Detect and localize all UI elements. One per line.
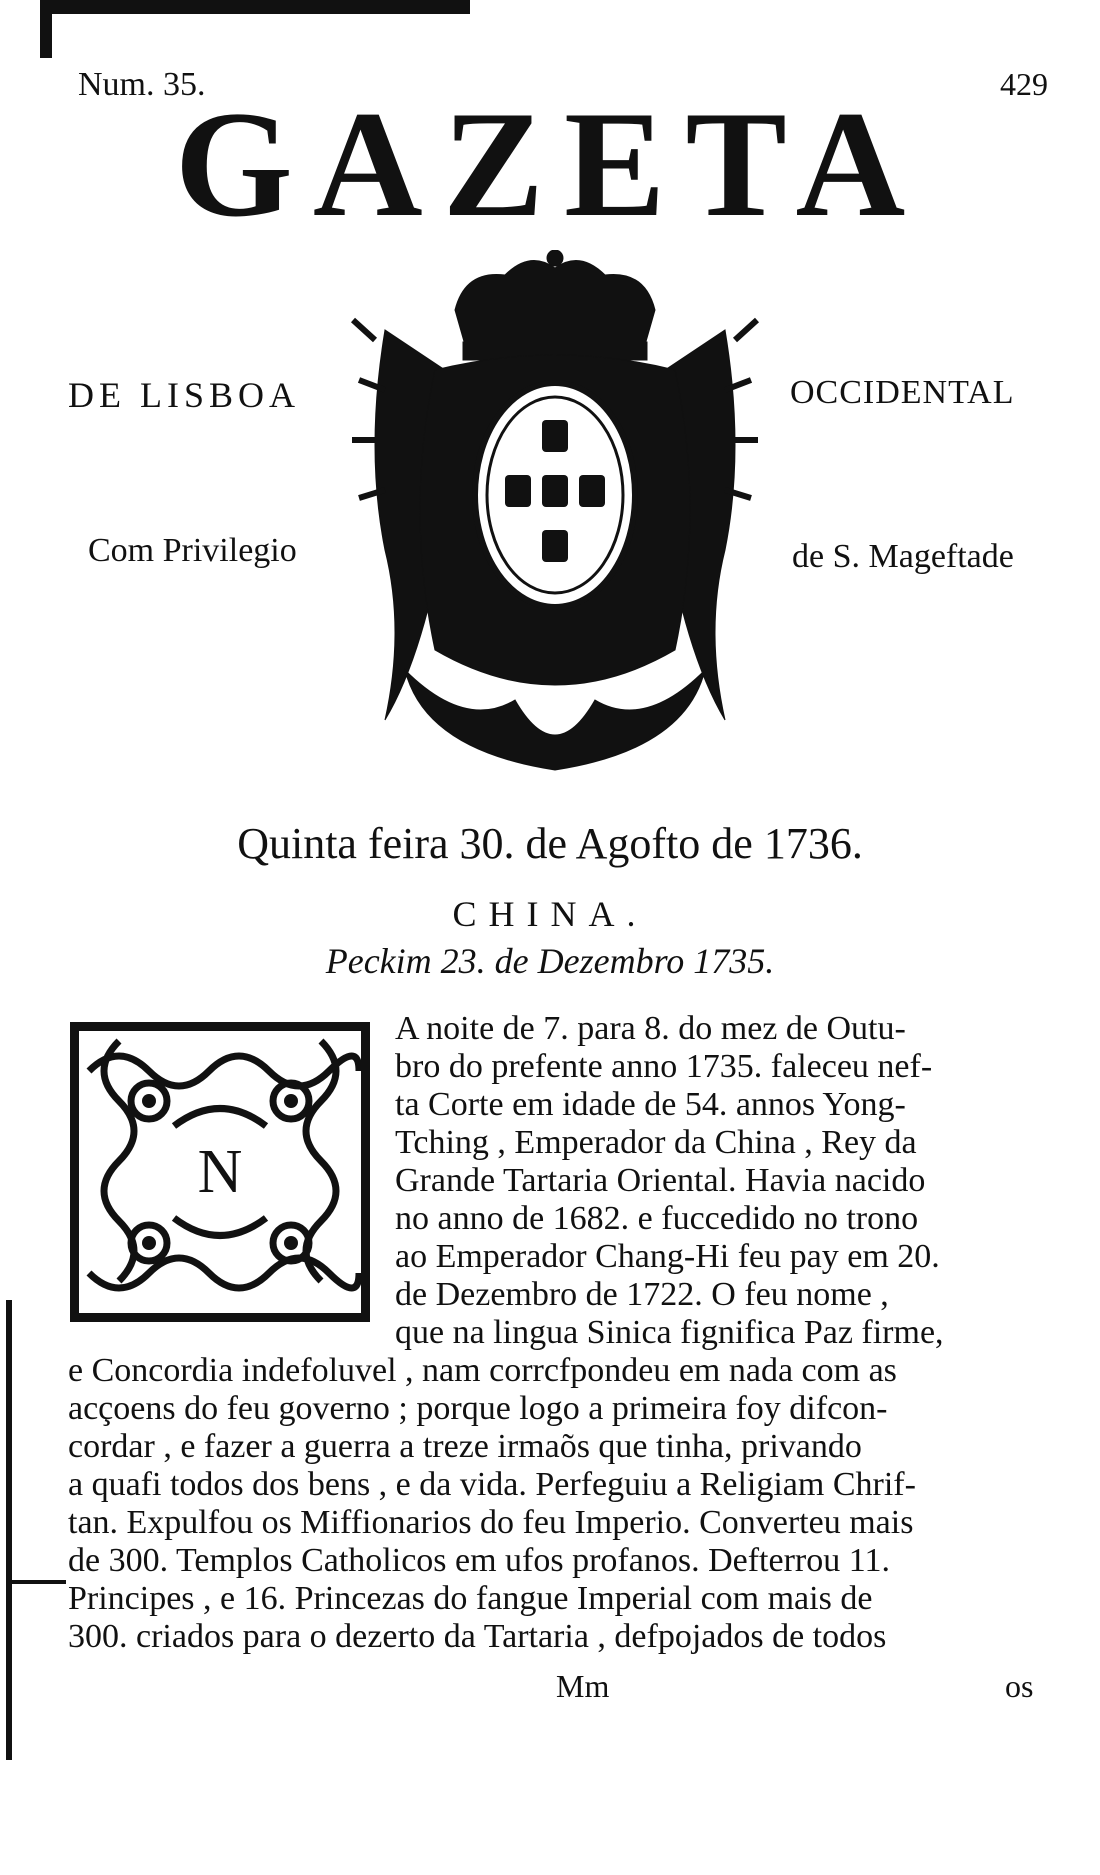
text-line: Principes , e 16. Princezas do fangue Imperial com mais de — [68, 1580, 873, 1617]
text-line: acçoens do feu governo ; porque logo a primeira foy difcon- — [68, 1390, 888, 1427]
top-rule — [40, 0, 470, 14]
text-line: a quafi todos dos bens , e da vida. Perfeguiu a Religiam Chrif- — [68, 1466, 916, 1503]
privilege-left: Com Privilegio — [88, 532, 297, 569]
text-line: tan. Expulfou os Miffionarios do feu Imperio. Converteu mais — [68, 1504, 914, 1541]
margin-mark — [6, 1300, 12, 1760]
top-notch — [40, 14, 52, 58]
text-line: 300. criados para o dezerto da Tartaria , defpojados de todos — [68, 1618, 887, 1655]
text-line: no anno de 1682. e fuccedido no trono — [395, 1200, 919, 1237]
text-line: ao Emperador Chang-Hi feu pay em 20. — [395, 1238, 940, 1275]
text-line: Tching , Emperador da China , Rey da — [395, 1124, 917, 1161]
section-heading: CHINA. — [452, 894, 648, 934]
issue-number: Num. 35. — [78, 66, 206, 103]
text-line: Grande Tartaria Oriental. Havia nacido — [395, 1162, 926, 1199]
subtitle-left: DE LISBOA — [68, 375, 300, 415]
privilege-right: de S. Mageftade — [792, 538, 1014, 575]
page-number: 429 — [1000, 66, 1048, 102]
coat-of-arms-icon — [345, 250, 765, 780]
catchword: os — [1005, 1668, 1034, 1704]
text-line: e Concordia indefoluvel , nam corrcfpondeu em nada com as — [68, 1352, 897, 1389]
masthead-title: GAZETA — [174, 80, 926, 248]
text-line: que na lingua Sinica fignifica Paz firme, — [395, 1314, 944, 1351]
margin-mark — [6, 1580, 66, 1584]
signature-mark: Mm — [556, 1668, 610, 1704]
text-line: de 300. Templos Catholicos em ufos profanos. Defterrou 11. — [68, 1542, 890, 1579]
initial-letter: N — [197, 1137, 243, 1206]
ornamental-initial — [70, 1022, 370, 1322]
dateline: Peckim 23. de Dezembro 1735. — [325, 941, 775, 981]
subtitle-right: OCCIDENTAL — [790, 374, 1015, 411]
text-line: ta Corte em idade de 54. annos Yong- — [395, 1086, 906, 1123]
text-line: de Dezembro de 1722. O feu nome , — [395, 1276, 889, 1313]
text-line: cordar , e fazer a guerra a treze irmaõs que tinha, privando — [68, 1428, 862, 1465]
issue-date: Quinta feira 30. de Agofto de 1736. — [237, 819, 863, 868]
text-line: A noite de 7. para 8. do mez de Outu- — [395, 1010, 906, 1047]
text-line: bro do prefente anno 1735. faleceu nef- — [395, 1048, 933, 1085]
